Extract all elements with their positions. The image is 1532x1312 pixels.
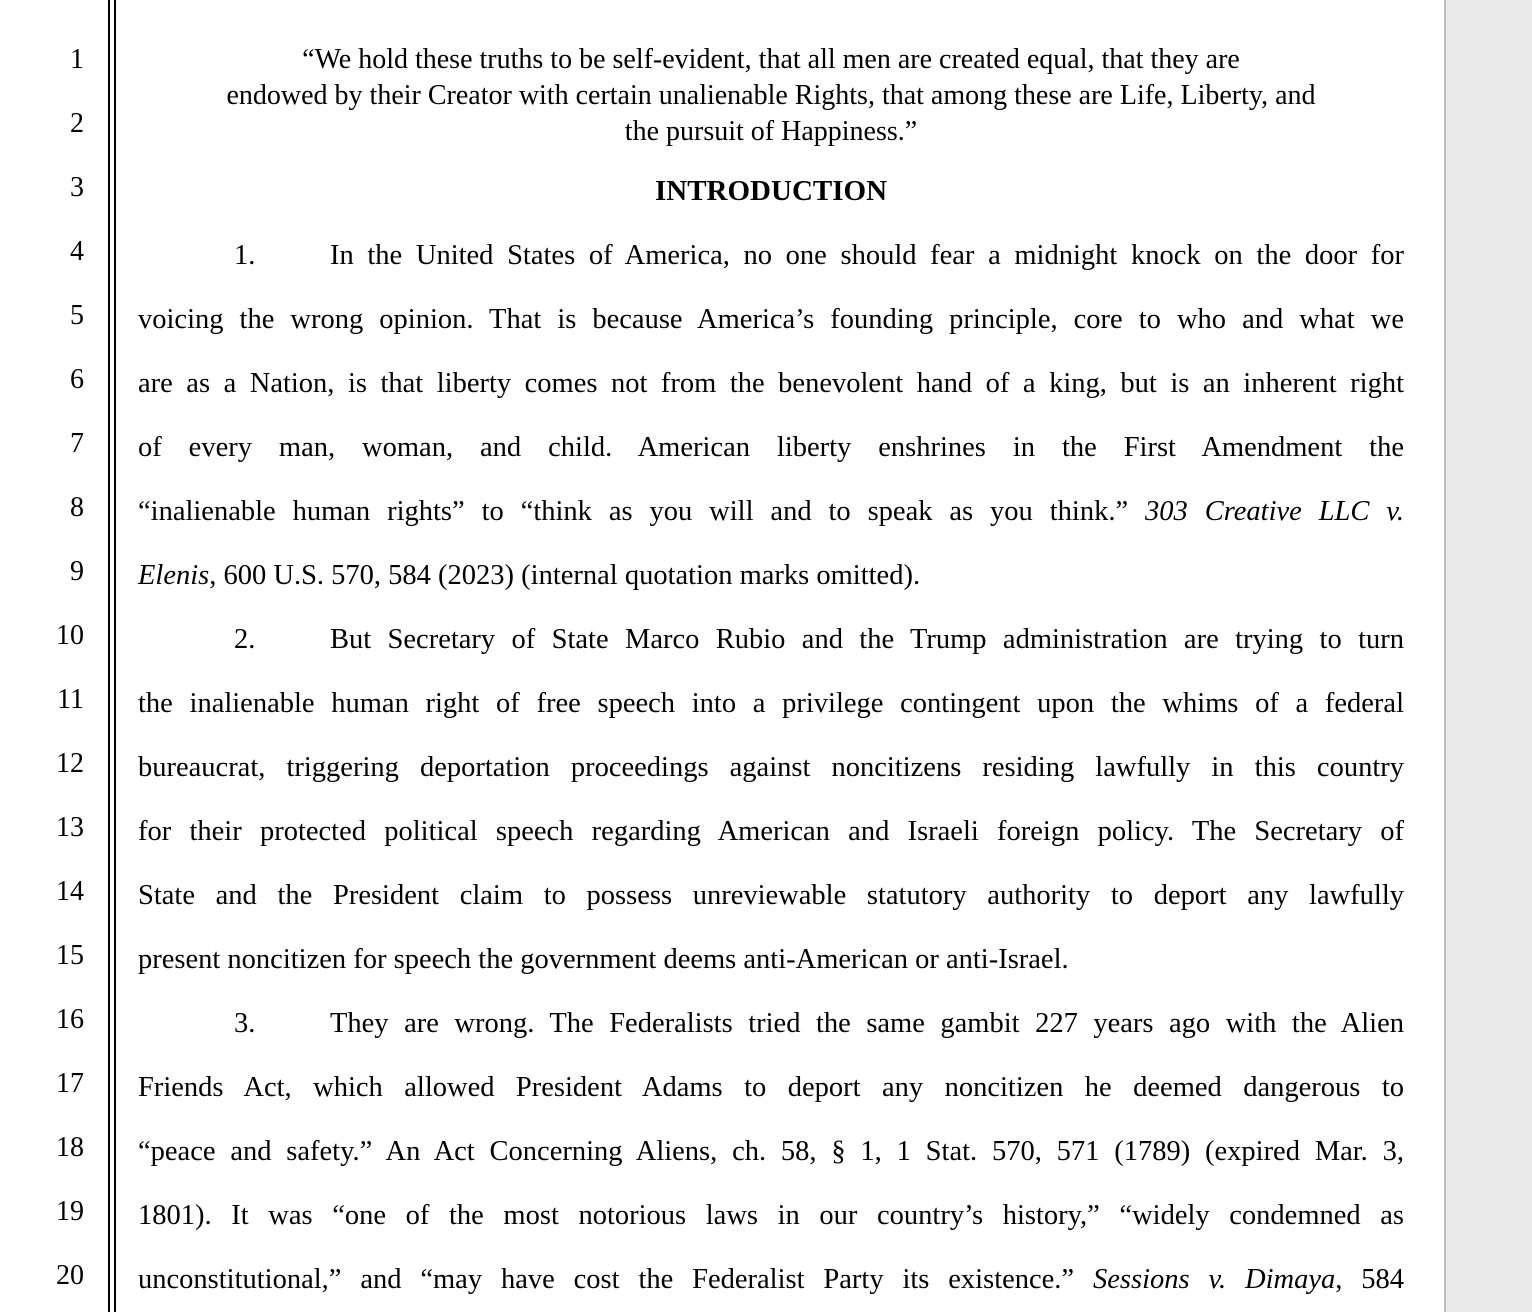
line-number: 5 bbox=[70, 300, 84, 331]
epigraph-line: “We hold these truths to be self-evident, that all men are created equal, that they are bbox=[302, 44, 1240, 75]
paragraph-line: the inalienable human right of free speech into a privilege contingent upon the whims of a federal bbox=[138, 688, 1404, 719]
line-number: 4 bbox=[70, 236, 84, 267]
paragraph-1-first-line bbox=[234, 238, 1404, 274]
line-number: 7 bbox=[70, 428, 84, 459]
paragraph-number: 1. bbox=[234, 240, 256, 271]
line-number: 18 bbox=[56, 1132, 84, 1163]
epigraph-quote bbox=[138, 42, 1404, 150]
paragraph-number: 2. bbox=[234, 624, 256, 655]
epigraph-line: the pursuit of Happiness.” bbox=[624, 116, 918, 147]
paragraph-3-first-line bbox=[234, 1006, 1404, 1042]
line-number: 16 bbox=[56, 1004, 84, 1035]
line-number: 1 bbox=[70, 44, 84, 75]
paragraph-line: Friends Act, which allowed President Adams to deport any noncitizen he deemed dangerous to bbox=[138, 1072, 1404, 1103]
paragraph-line: of every man, woman, and child. American liberty enshrines in the First Amendment the bbox=[138, 432, 1404, 463]
paragraph-number: 3. bbox=[234, 1008, 256, 1039]
paragraph-line: voicing the wrong opinion. That is because America’s founding principle, core to who and what we bbox=[138, 304, 1404, 335]
line-number: 2 bbox=[70, 108, 84, 139]
line-number: 14 bbox=[56, 876, 84, 907]
epigraph-line: endowed by their Creator with certain unalienable Rights, that among these are Life, Liberty, and bbox=[226, 80, 1316, 111]
line-number: 11 bbox=[57, 684, 84, 715]
line-number-column bbox=[0, 0, 100, 1312]
page-right-margin bbox=[1446, 0, 1532, 1312]
paragraph-line: State and the President claim to possess unreviewable statutory authority to deport any lawfully bbox=[138, 880, 1404, 911]
paragraph-line: present noncitizen for speech the government deems anti-American or anti-Israel. bbox=[138, 944, 1069, 975]
paragraph-line: for their protected political speech regarding American and Israeli foreign policy. The Secretary of bbox=[138, 816, 1404, 847]
line-number: 3 bbox=[70, 172, 84, 203]
citation-text: , 584 bbox=[1335, 1264, 1405, 1295]
paragraph-line-with-citation bbox=[138, 494, 1404, 530]
line-number: 9 bbox=[70, 556, 84, 587]
line-number: 13 bbox=[56, 812, 84, 843]
line-number: 6 bbox=[70, 364, 84, 395]
line-number: 15 bbox=[56, 940, 84, 971]
line-number: 10 bbox=[56, 620, 84, 651]
paragraph-text: They are wrong. The Federalists tried the same gambit 227 years ago with the Alien bbox=[330, 1008, 1404, 1039]
paragraph-text: In the United States of America, no one should fear a midnight knock on the door for bbox=[330, 240, 1404, 271]
paragraph-text: unconstitutional,” and “may have cost the Federalist Party its existence.” bbox=[138, 1264, 1093, 1295]
line-number: 12 bbox=[56, 748, 84, 779]
paragraph-2-first-line bbox=[234, 622, 1404, 658]
section-heading: INTRODUCTION bbox=[654, 175, 888, 207]
paragraph-line-with-citation bbox=[138, 558, 1404, 594]
margin-rule-left bbox=[108, 0, 110, 1312]
citation-text: , 600 U.S. 570, 584 (2023) (internal quotation marks omitted). bbox=[209, 560, 921, 591]
line-number: 20 bbox=[56, 1260, 84, 1291]
paragraph-text: “inalienable human rights” to “think as you will and to speak as you think.” bbox=[138, 496, 1146, 527]
case-name: Elenis bbox=[138, 560, 210, 591]
case-name: Sessions v. Dimaya bbox=[1092, 1264, 1336, 1295]
line-number: 17 bbox=[56, 1068, 84, 1099]
page-right-border bbox=[1444, 0, 1446, 1312]
margin-rule-right bbox=[114, 0, 116, 1312]
paragraph-line: bureaucrat, triggering deportation proceedings against noncitizens residing lawfully in this country bbox=[138, 752, 1404, 783]
paragraph-text: But Secretary of State Marco Rubio and the Trump administration are trying to turn bbox=[330, 624, 1404, 655]
paragraph-line: 1801). It was “one of the most notorious laws in our country’s history,” “widely condemned as bbox=[138, 1200, 1404, 1231]
line-number: 19 bbox=[56, 1196, 84, 1227]
case-name: 303 Creative LLC v. bbox=[1145, 496, 1404, 527]
paragraph-line: “peace and safety.” An Act Concerning Aliens, ch. 58, § 1, 1 Stat. 570, 571 (1789) (expired Mar. 3, bbox=[138, 1136, 1404, 1167]
paragraph-line-with-citation bbox=[138, 1262, 1404, 1298]
paragraph-line: are as a Nation, is that liberty comes not from the benevolent hand of a king, but is an inherent right bbox=[138, 368, 1404, 399]
line-number: 8 bbox=[70, 492, 84, 523]
